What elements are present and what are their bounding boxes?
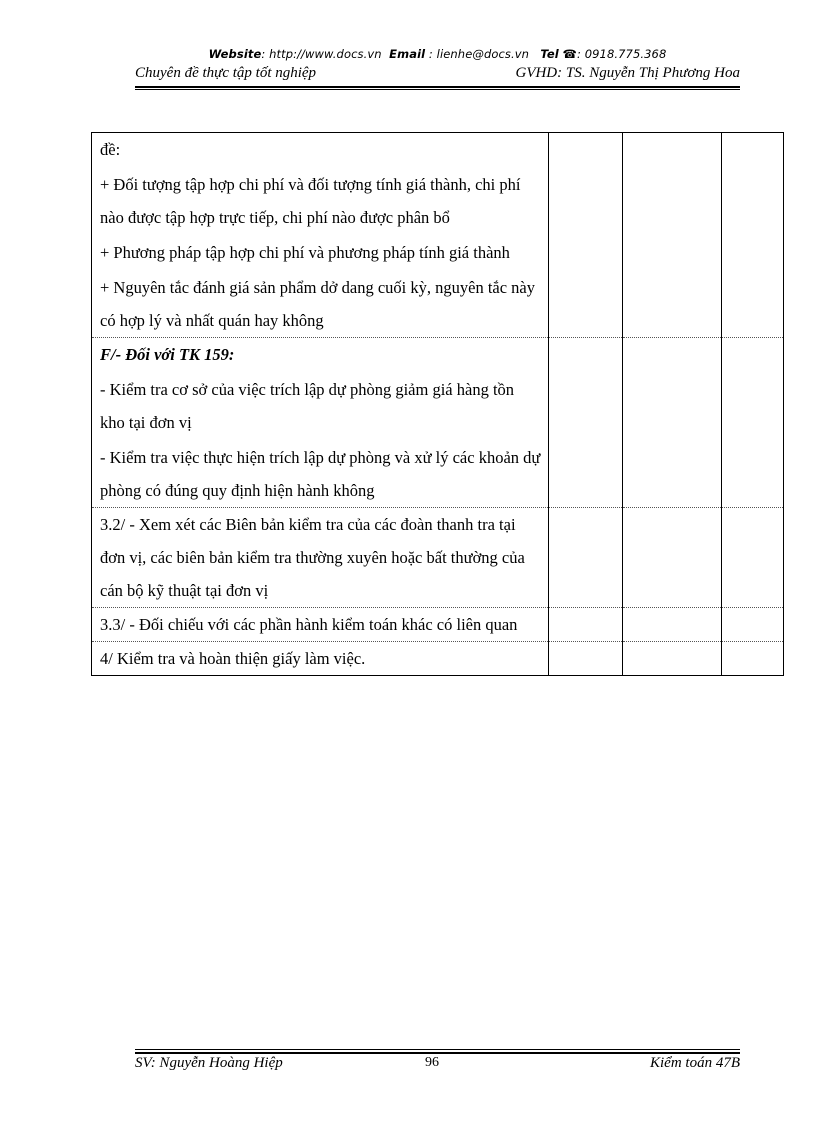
empty-cell [722,133,784,338]
empty-cell [549,608,623,642]
footer-student: SV: Nguyễn Hoàng Hiệp [135,1055,283,1071]
procedure-text: - Kiểm tra việc thực hiện trích lập dự phòng và xử lý các khoản dự phòng có đúng quy định hiện hành không [100,448,541,500]
phone-icon: ☎ [562,47,577,61]
procedure-cell [92,608,549,642]
table-row [92,338,784,508]
empty-cell [623,338,722,508]
footer-rule [135,1052,740,1054]
email-label: Email [389,47,426,61]
page-number: 96 [425,1055,439,1070]
contact-banner [135,47,740,61]
procedure-text: 4/ Kiểm tra và hoàn thiện giấy làm việc. [100,649,366,668]
procedure-cell [92,133,549,338]
header-title: Chuyên đề thực tập tốt nghiệp [135,65,317,81]
procedure-text: + Đối tượng tập hợp chi phí và đối tượng tính giá thành, chi phí nào được tập hợp trực tiếp, chi phí nào được phân bổ [100,175,521,227]
header-rule-thin [135,89,740,90]
empty-cell [549,642,623,676]
header-supervisor: GVHD: TS. Nguyễn Thị Phương Hoa [515,65,740,81]
procedure-text: đề: [100,140,121,159]
running-header [135,65,740,87]
empty-cell [722,608,784,642]
empty-cell [549,338,623,508]
empty-cell [623,508,722,608]
running-footer [135,1055,740,1077]
procedure-text: + Phương pháp tập hợp chi phí và phương pháp tính giá thành [100,243,510,262]
tel-label: Tel [540,47,559,61]
empty-cell [549,133,623,338]
empty-cell [623,133,722,338]
procedure-text: - Kiểm tra cơ sở của việc trích lập dự phòng giảm giá hàng tồn kho tại đơn vị [100,380,515,432]
empty-cell [623,642,722,676]
email-value: : lienhe@docs.vn [428,47,530,61]
header-rule [135,86,740,88]
procedure-cell [92,642,549,676]
tel-value: : 0918.775.368 [576,47,667,61]
empty-cell [722,642,784,676]
website-label: Website [208,47,262,61]
footer-class: Kiểm toán 47B [650,1055,740,1071]
audit-program-table [91,132,784,676]
website-value: : http://www.docs.vn [261,47,382,61]
table-row [92,608,784,642]
procedure-text: 3.3/ - Đối chiếu với các phần hành kiểm toán khác có liên quan [100,615,518,634]
table-row [92,642,784,676]
empty-cell [623,608,722,642]
footer-rule-thin [135,1049,740,1050]
procedure-text: 3.2/ - Xem xét các Biên bản kiểm tra của các đoàn thanh tra tại đơn vị, các biên bản kiểm tra thường xuyên hoặc bất thường của cán bộ kỹ thuật tại đơn vị [100,515,525,600]
procedure-text: + Nguyên tắc đánh giá sản phẩm dở dang cuối kỳ, nguyên tắc này có hợp lý và nhất quán hay không [100,278,535,330]
empty-cell [549,508,623,608]
table-row [92,133,784,338]
procedure-cell [92,338,549,508]
empty-cell [722,338,784,508]
procedure-cell [92,508,549,608]
empty-cell [722,508,784,608]
section-heading: F/- Đối với TK 159: [100,345,235,364]
table-row [92,508,784,608]
